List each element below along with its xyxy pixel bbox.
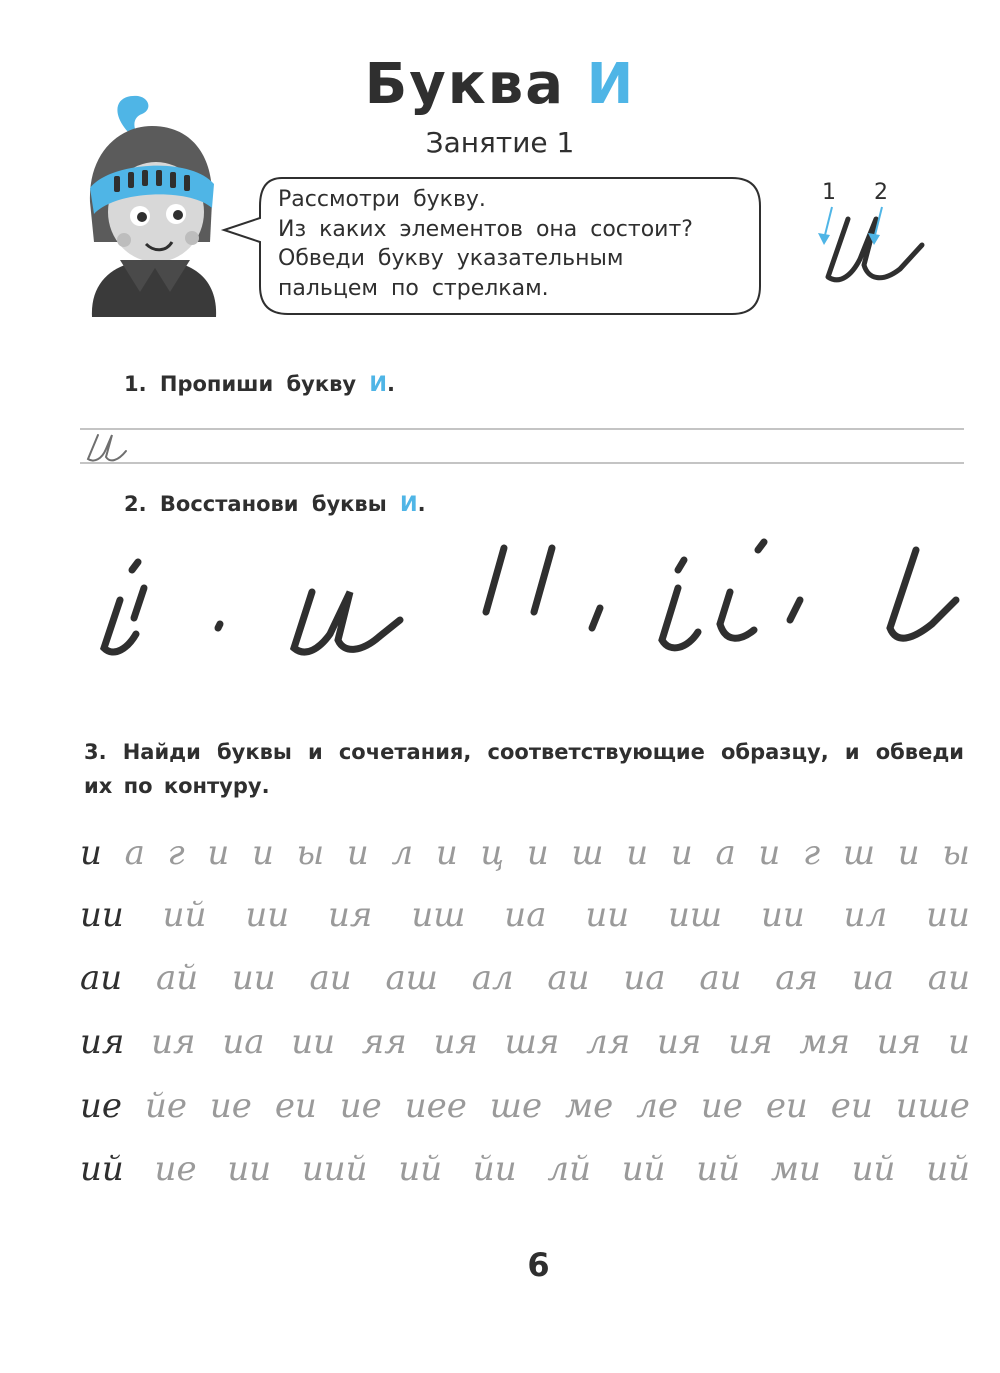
trace-combination[interactable]: г bbox=[167, 833, 185, 873]
trace-combination[interactable]: а bbox=[715, 833, 736, 873]
bubble-line: Из каких элементов она состоит? bbox=[278, 216, 693, 242]
trace-combination[interactable]: ии bbox=[926, 895, 970, 935]
trace-combination[interactable]: ие bbox=[339, 1086, 382, 1126]
trace-combination[interactable]: и bbox=[670, 833, 693, 873]
trace-combination[interactable]: шя bbox=[504, 1022, 560, 1062]
trace-combination[interactable]: и bbox=[251, 833, 274, 873]
stroke-number-2: 2 bbox=[874, 180, 888, 205]
trace-combination[interactable]: иа bbox=[222, 1022, 265, 1062]
trace-combination[interactable]: аи bbox=[927, 958, 970, 998]
trace-combination[interactable]: йе bbox=[144, 1086, 187, 1126]
trace-combination[interactable]: ий bbox=[398, 1149, 443, 1189]
trace-combination[interactable]: ил bbox=[843, 895, 888, 935]
incomplete-letters-exercise[interactable] bbox=[90, 540, 970, 670]
task-3-instruction: 3. Найди буквы и сочетания, соответствующие образцу, и обведи их по контуру. bbox=[84, 740, 964, 798]
sample-combination: ие bbox=[80, 1086, 123, 1126]
trace-combination[interactable]: иий bbox=[301, 1149, 368, 1189]
trace-combination[interactable]: ал bbox=[471, 958, 514, 998]
sample-combination: ий bbox=[80, 1149, 124, 1189]
trace-combination[interactable]: ы bbox=[942, 833, 970, 873]
trace-combination[interactable]: и bbox=[207, 833, 230, 873]
trace-combination[interactable]: ии bbox=[227, 1149, 272, 1189]
trace-combination[interactable]: ме bbox=[564, 1086, 614, 1126]
trace-combination[interactable]: и bbox=[626, 833, 649, 873]
trace-combination[interactable]: лй bbox=[547, 1149, 591, 1189]
trace-combination[interactable]: еи bbox=[274, 1086, 317, 1126]
title-prefix: Буква bbox=[364, 52, 566, 117]
title-letter: И bbox=[586, 52, 636, 117]
trace-combination[interactable]: и bbox=[758, 833, 781, 873]
sample-combination: ии bbox=[80, 895, 124, 935]
trace-combination[interactable]: ле bbox=[636, 1086, 678, 1126]
task-1-instruction: 1. Пропиши букву И. bbox=[124, 372, 395, 396]
trace-combination[interactable]: ия bbox=[151, 1022, 196, 1062]
trace-combination[interactable]: ише bbox=[895, 1086, 970, 1126]
cursive-letter-guide-icon bbox=[810, 205, 940, 295]
trace-combination[interactable]: ц bbox=[480, 833, 505, 873]
trace-combination[interactable]: ия bbox=[728, 1022, 773, 1062]
trace-combination[interactable]: иа bbox=[504, 895, 547, 935]
trace-combination[interactable]: аи bbox=[699, 958, 742, 998]
bubble-line: пальцем по стрелкам. bbox=[278, 275, 549, 301]
trace-combination[interactable]: аш bbox=[385, 958, 438, 998]
tracing-row bbox=[80, 953, 970, 1003]
tracing-row bbox=[80, 828, 970, 878]
trace-combination[interactable]: ия bbox=[433, 1022, 478, 1062]
trace-combination[interactable]: ий bbox=[851, 1149, 896, 1189]
bubble-line: Рассмотри букву. bbox=[278, 187, 486, 212]
trace-combination[interactable]: аи bbox=[547, 958, 590, 998]
trace-combination[interactable]: иш bbox=[411, 895, 466, 935]
trace-combination[interactable]: ш bbox=[842, 833, 876, 873]
page-title bbox=[0, 52, 1000, 117]
trace-combination[interactable]: яя bbox=[361, 1022, 407, 1062]
trace-combination[interactable]: ая bbox=[775, 958, 819, 998]
trace-combination[interactable]: еи bbox=[830, 1086, 873, 1126]
trace-combination[interactable]: ие bbox=[154, 1149, 197, 1189]
trace-combination[interactable]: ий bbox=[162, 895, 207, 935]
trace-combination[interactable]: ии bbox=[291, 1022, 336, 1062]
trace-combination[interactable]: г bbox=[802, 833, 821, 873]
trace-combination[interactable]: ия bbox=[328, 895, 373, 935]
trace-combination[interactable]: мя bbox=[799, 1022, 851, 1062]
trace-combination[interactable]: ия bbox=[876, 1022, 922, 1062]
trace-combination[interactable]: ай bbox=[155, 958, 199, 998]
bubble-line: Обведи букву указательным bbox=[278, 246, 624, 271]
writing-lines[interactable] bbox=[80, 425, 964, 467]
trace-combination[interactable]: йи bbox=[472, 1149, 517, 1189]
trace-combination[interactable]: ми bbox=[770, 1149, 821, 1189]
trace-combination[interactable]: иш bbox=[668, 895, 723, 935]
trace-combination[interactable]: ы bbox=[296, 833, 325, 873]
trace-combination[interactable]: ля bbox=[586, 1022, 631, 1062]
trace-combination[interactable]: ий bbox=[696, 1149, 741, 1189]
trace-combination[interactable]: ие bbox=[700, 1086, 743, 1126]
lesson-subtitle: Занятие 1 bbox=[425, 126, 575, 159]
trace-combination[interactable]: л bbox=[391, 833, 414, 873]
trace-combination[interactable]: ия bbox=[657, 1022, 702, 1062]
trace-combination[interactable]: иее bbox=[404, 1086, 467, 1126]
task-2-instruction: 2. Восстанови буквы И. bbox=[124, 492, 426, 516]
sample-combination: ия bbox=[80, 1022, 125, 1062]
trace-combination[interactable]: и bbox=[897, 833, 920, 873]
tracing-row bbox=[80, 1017, 970, 1067]
trace-combination[interactable]: ии bbox=[245, 895, 290, 935]
trace-combination[interactable]: ше bbox=[489, 1086, 543, 1126]
stroke-number-1: 1 bbox=[822, 180, 836, 205]
tracing-row bbox=[80, 1144, 970, 1194]
trace-combination[interactable]: и bbox=[346, 833, 369, 873]
trace-combination[interactable]: ии bbox=[761, 895, 805, 935]
trace-combination[interactable]: иа bbox=[623, 958, 666, 998]
trace-combination[interactable]: ие bbox=[209, 1086, 252, 1126]
trace-combination[interactable]: ий bbox=[926, 1149, 970, 1189]
speech-bubble-text bbox=[278, 185, 758, 303]
trace-combination[interactable]: и bbox=[947, 1022, 970, 1062]
tracing-row bbox=[80, 890, 970, 940]
trace-combination[interactable]: ии bbox=[231, 958, 276, 998]
trace-combination[interactable]: и bbox=[435, 833, 458, 873]
page-number: 6 bbox=[527, 1246, 550, 1284]
trace-combination[interactable]: ий bbox=[621, 1149, 666, 1189]
trace-combination[interactable]: и bbox=[526, 833, 549, 873]
trace-combination[interactable]: еи bbox=[765, 1086, 808, 1126]
sample-combination: аи bbox=[80, 958, 123, 998]
trace-combination[interactable]: аи bbox=[309, 958, 352, 998]
tracing-row bbox=[80, 1081, 970, 1131]
trace-combination[interactable]: иа bbox=[851, 958, 895, 998]
trace-combination[interactable]: ии bbox=[585, 895, 630, 935]
sample-combination: и bbox=[80, 833, 102, 873]
trace-combination[interactable]: ш bbox=[571, 833, 604, 873]
trace-combination[interactable]: а bbox=[124, 833, 145, 873]
